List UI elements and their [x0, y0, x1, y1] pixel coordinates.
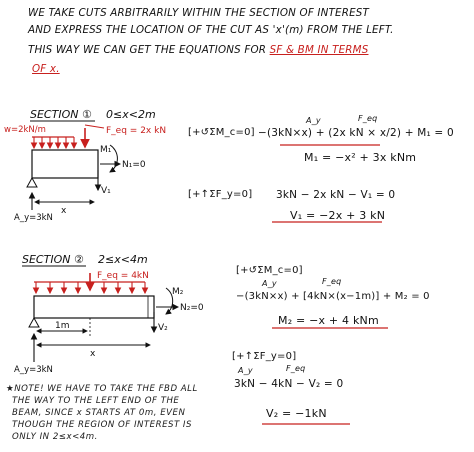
intro-line-1: WE TAKE CUTS ARBITRARILY WITHIN THE SECTION OF INTEREST — [28, 7, 370, 19]
section1-feq: F_eq = 2x kN — [106, 126, 167, 136]
note-line-5: ONLY IN 2≤x<4m. — [12, 432, 98, 442]
section1-m-label: M₁ — [100, 145, 112, 155]
s2-eq1-head: [+↺ΣM_c=0] — [236, 265, 303, 276]
section2-m-label: M₂ — [172, 287, 184, 297]
s2-eq2-body: 3kN − 4kN − V₂ = 0 — [234, 378, 344, 390]
section2-ay: A_y=3kN — [14, 365, 53, 375]
section1-n-label: N₁=0 — [122, 160, 146, 170]
s2-eq2-head: [+↑ΣF_y=0] — [232, 351, 297, 362]
section2-x-label: x — [90, 349, 96, 359]
section1-title: SECTION ① — [30, 108, 92, 121]
section1-ay: A_y=3kN — [14, 213, 53, 223]
s2-eq1-ay: A_y — [262, 279, 277, 288]
section1-x-label: x — [61, 206, 67, 216]
s2-res1: M₂ = −x + 4 kNm — [278, 314, 379, 327]
s2-eq2-ay: A_y — [238, 366, 253, 375]
note-line-3: BEAM, SINCE x STARTS AT 0m, EVEN — [12, 408, 186, 418]
section1-distributed-load — [32, 137, 74, 148]
section1-range: 0≤x<2m — [106, 108, 156, 121]
intro-line-4: OF x. — [32, 63, 60, 75]
intro-highlight: SF & BM IN TERMS — [269, 44, 369, 56]
note-line-2: THE WAY TO THE LEFT END OF THE — [12, 396, 180, 406]
s1-eq2-body: 3kN − 2x kN − V₁ = 0 — [276, 189, 396, 201]
section2-n-label: N₂=0 — [180, 303, 204, 313]
section1-support — [27, 178, 37, 187]
section2-v-label: V₂ — [158, 323, 168, 333]
s1-eq1-body: −(3kN×x) + (2x kN × x/2) + M₁ = 0 — [258, 127, 454, 139]
s1-res2: V₁ = −2x + 3 kN — [290, 209, 386, 222]
section1-v-label: V₁ — [101, 186, 111, 196]
section1-beam — [32, 150, 98, 178]
s2-eq1-feq: F_eq — [322, 277, 342, 286]
s1-res1: M₁ = −x² + 3x kNm — [304, 151, 417, 164]
s1-eq1-ay: A_y — [306, 116, 321, 125]
s1-eq2-head: [+↑ΣF_y=0] — [188, 189, 253, 200]
s2-res2: V₂ = −1kN — [266, 407, 327, 420]
intro-line-2: AND EXPRESS THE LOCATION OF THE CUT AS 'x'(m) FROM THE LEFT. — [28, 24, 394, 36]
section2-dim-1m: 1m — [55, 321, 70, 331]
s1-eq1-feq: F_eq — [358, 114, 378, 123]
section2-feq: F_eq = 4kN — [97, 271, 149, 281]
section2-beam — [34, 296, 154, 318]
section1-load: w=2kN/m — [4, 125, 46, 135]
section2-title: SECTION ② — [22, 253, 84, 266]
note-line-4: THOUGH THE REGION OF INTEREST IS — [12, 420, 192, 430]
section2-range: 2≤x<4m — [98, 253, 148, 266]
s2-eq1-body: −(3kN×x) + [4kN×(x−1m)] + M₂ = 0 — [236, 291, 430, 302]
section2-support — [29, 318, 39, 327]
note-line-1: ★NOTE! WE HAVE TO TAKE THE FBD ALL — [6, 384, 198, 394]
intro-line-3-prefix: THIS WAY WE CAN GET THE EQUATIONS FOR — [28, 44, 267, 56]
section1-feq-leader — [85, 125, 104, 128]
s1-eq1-head: [+↺ΣM_c=0] — [188, 127, 255, 138]
s2-eq2-feq: F_eq — [286, 364, 306, 373]
